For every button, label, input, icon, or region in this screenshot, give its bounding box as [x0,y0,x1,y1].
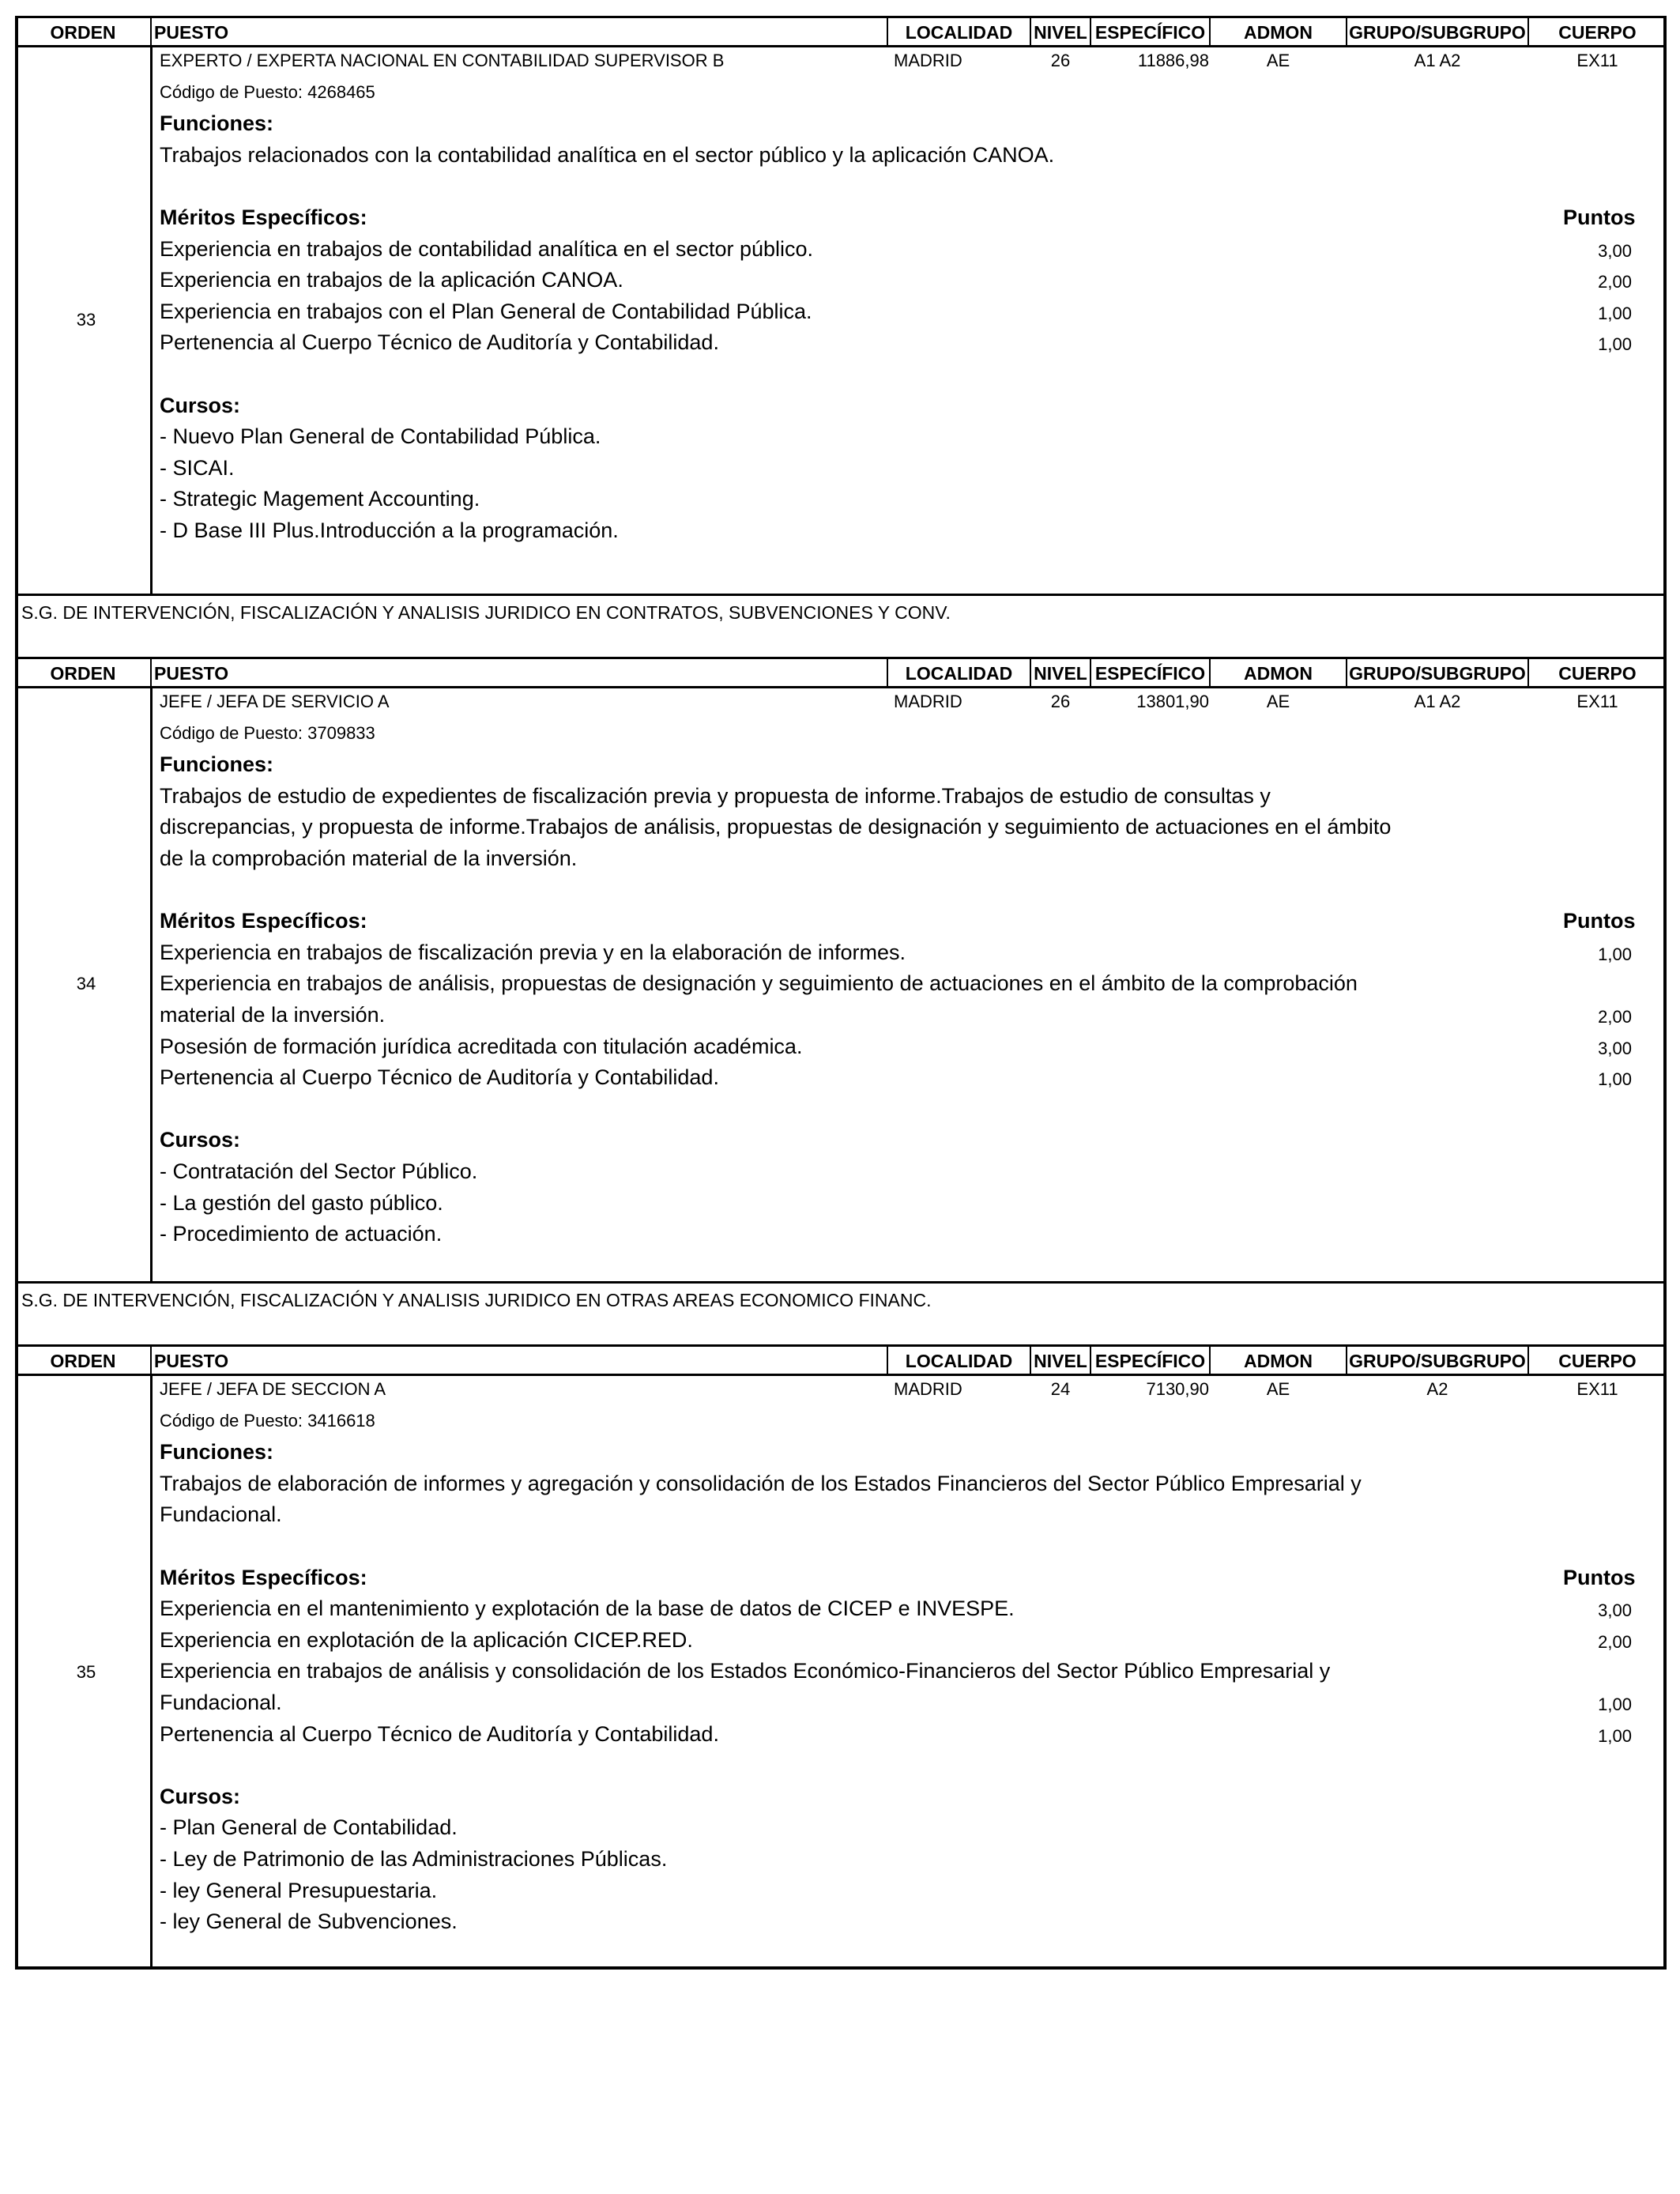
header-cuerpo: CUERPO [1558,22,1637,43]
post-title: JEFE / JEFA DE SERVICIO A [160,692,390,711]
curso-line: - Nuevo Plan General de Contabilidad Pública. [160,424,601,449]
header-especifico: ESPECÍFICO [1094,1351,1206,1371]
merito-line: material de la inversión. [160,1003,386,1027]
curso-line: - Strategic Magement Accounting. [160,487,480,511]
header-divider [1346,1347,1347,1374]
merito-line: Experiencia en trabajos de contabilidad analítica en el sector público. [160,236,814,261]
post-orden: 35 [76,1661,96,1682]
curso-line: - Plan General de Contabilidad. [160,1815,458,1840]
header-divider [1030,18,1031,45]
post-block [15,688,1667,1281]
curso-line: - Contratación del Sector Público. [160,1159,478,1183]
post-especifico: 11886,98 [1137,51,1209,70]
post-admon: AE [1266,51,1290,70]
section-heading [15,594,1667,657]
curso-line: - D Base III Plus.Introducción a la programación. [160,518,619,542]
header-nivel: NIVEL [1034,22,1087,43]
post-especifico: 7130,90 [1146,1379,1209,1399]
header-admon: ADMON [1244,22,1313,43]
post-grupo: A2 [1426,1379,1448,1399]
puntos-label: Puntos [1563,909,1636,933]
header-divider [887,18,888,45]
header-grupo-subgrupo: GRUPO/SUBGRUPO [1349,663,1526,684]
post-grupo: A1 A2 [1414,692,1461,711]
header-localidad: LOCALIDAD [905,1351,1013,1371]
header-divider [1030,659,1031,686]
curso-line: - ley General Presupuestaria. [160,1878,438,1902]
post-localidad: MADRID [894,692,962,711]
curso-line: - Ley de Patrimonio de las Administraciones Públicas. [160,1847,668,1871]
header-admon: ADMON [1244,1351,1313,1371]
funciones-label: Funciones: [160,1440,274,1465]
merito-line: Experiencia en explotación de la aplicación CICEP.RED. [160,1627,693,1652]
header-cuerpo: CUERPO [1558,1351,1637,1371]
header-grupo-subgrupo: GRUPO/SUBGRUPO [1349,1351,1526,1371]
funciones-line: Fundacional. [160,1502,282,1527]
merito-line: Experiencia en trabajos de análisis y consolidación de los Estados Económico-Financieros del Sector Público Empresarial y [160,1659,1331,1683]
puntos-label: Puntos [1563,205,1636,229]
header-divider [1090,18,1091,45]
cursos-label: Cursos: [160,393,241,417]
header-divider [1090,1347,1091,1374]
post-localidad: MADRID [894,1379,962,1399]
header-admon: ADMON [1244,663,1313,684]
header-orden: ORDEN [50,663,116,684]
post-orden: 33 [76,309,96,330]
merito-line: Pertenencia al Cuerpo Técnico de Auditoría y Contabilidad. [160,1721,719,1746]
merito-points: 1,00 [1598,1069,1632,1090]
section-title: S.G. DE INTERVENCIÓN, FISCALIZACIÓN Y ANALISIS JURIDICO EN OTRAS AREAS ECONOMICO FINANC. [21,1290,932,1310]
post-title: EXPERTO / EXPERTA NACIONAL EN CONTABILIDAD SUPERVISOR B [160,51,725,70]
header-divider [1209,1347,1211,1374]
header-grupo-subgrupo: GRUPO/SUBGRUPO [1349,22,1526,43]
merito-points: 1,00 [1598,944,1632,964]
header-divider [1527,18,1529,45]
section-heading [15,1281,1667,1344]
post-cuerpo: EX11 [1576,692,1618,711]
header-divider [887,1347,888,1374]
merito-points: 2,00 [1598,1631,1632,1652]
merito-line: Pertenencia al Cuerpo Técnico de Auditoría y Contabilidad. [160,1065,719,1090]
header-puesto: PUESTO [154,22,229,43]
funciones-label: Funciones: [160,111,274,136]
post-orden: 34 [76,974,96,993]
header-divider [1030,1347,1031,1374]
table-header [15,657,1667,688]
merito-points: 3,00 [1598,1038,1632,1058]
merito-points: 2,00 [1598,272,1632,292]
merito-line: Fundacional. [160,1691,282,1714]
post-block [15,1376,1667,1970]
merito-points: 3,00 [1598,240,1632,261]
merito-line: Experiencia en trabajos con el Plan General de Contabilidad Pública. [160,299,812,323]
puntos-label: Puntos [1563,1565,1636,1589]
meritos-label: Méritos Específicos: [160,205,367,229]
funciones-line: Trabajos de estudio de expedientes de fiscalización previa y propuesta de informe.Trabajos de estudio de consultas y [160,783,1271,808]
header-cuerpo: CUERPO [1558,663,1637,684]
cursos-label: Cursos: [160,1784,241,1808]
post-title: JEFE / JEFA DE SECCION A [160,1379,386,1399]
merito-line: Experiencia en el mantenimiento y explotación de la base de datos de CICEP e INVESPE. [160,1596,1015,1621]
post-code: Código de Puesto: 3709833 [160,722,375,743]
header-divider [150,18,152,45]
meritos-label: Méritos Específicos: [160,1565,367,1589]
post-nivel: 26 [1050,51,1071,70]
merito-points: 3,00 [1598,1600,1632,1621]
post-code: Código de Puesto: 3416618 [160,1410,375,1431]
post-nivel: 26 [1050,692,1071,711]
post-grupo: A1 A2 [1414,51,1461,70]
funciones-line: de la comprobación material de la inversión. [160,846,578,870]
header-divider [1346,659,1347,686]
header-especifico: ESPECÍFICO [1094,663,1206,684]
header-divider [1527,1347,1529,1374]
funciones-line: Trabajos de elaboración de informes y agregación y consolidación de los Estados Financieros del Sector Público Empresarial y [160,1471,1362,1495]
header-nivel: NIVEL [1034,1351,1087,1371]
curso-line: - La gestión del gasto público. [160,1190,443,1215]
meritos-label: Méritos Específicos: [160,909,367,933]
header-especifico: ESPECÍFICO [1094,22,1206,43]
header-divider [1527,659,1529,686]
post-block [15,47,1667,594]
header-divider [150,659,152,686]
header-nivel: NIVEL [1034,663,1087,684]
post-localidad: MADRID [894,51,962,70]
post-code: Código de Puesto: 4268465 [160,81,375,102]
post-admon: AE [1266,1379,1290,1399]
header-localidad: LOCALIDAD [905,663,1013,684]
merito-line: Experiencia en trabajos de la aplicación CANOA. [160,268,623,292]
merito-line: Posesión de formación jurídica acreditada con titulación académica. [160,1034,803,1058]
header-orden: ORDEN [50,1351,116,1371]
header-divider [1090,659,1091,686]
header-divider [1209,659,1211,686]
header-puesto: PUESTO [154,663,229,684]
funciones-line: discrepancias, y propuesta de informe.Trabajos de análisis, propuestas de designación y seguimiento de actuaciones en el ámbito [160,815,1392,839]
merito-points: 1,00 [1598,303,1632,323]
document [15,16,1667,1970]
curso-line: - Procedimiento de actuación. [160,1222,443,1246]
header-puesto: PUESTO [154,1351,229,1371]
curso-line: - ley General de Subvenciones. [160,1909,458,1934]
cursos-label: Cursos: [160,1128,241,1152]
post-admon: AE [1266,692,1290,711]
merito-line: Pertenencia al Cuerpo Técnico de Auditoría y Contabilidad. [160,330,719,355]
table-header [15,16,1667,47]
table-header [15,1344,1667,1376]
merito-points: 1,00 [1598,1725,1632,1746]
merito-points: 1,00 [1598,1695,1632,1714]
post-cuerpo: EX11 [1576,51,1618,70]
merito-points: 1,00 [1598,334,1632,355]
header-divider [150,1347,152,1374]
post-cuerpo: EX11 [1576,1379,1618,1399]
header-divider [1209,18,1211,45]
post-nivel: 24 [1050,1379,1071,1399]
header-localidad: LOCALIDAD [905,22,1013,43]
header-orden: ORDEN [50,22,116,43]
merito-line: Experiencia en trabajos de fiscalización previa y en la elaboración de informes. [160,940,906,964]
curso-line: - SICAI. [160,455,235,480]
merito-line: Experiencia en trabajos de análisis, propuestas de designación y seguimiento de actuaciones en el ámbito de la comprobación [160,971,1358,996]
header-divider [1346,18,1347,45]
funciones-line: Trabajos relacionados con la contabilidad analítica en el sector público y la aplicación CANOA. [160,142,1055,167]
merito-points: 2,00 [1598,1007,1632,1027]
funciones-label: Funciones: [160,752,274,777]
header-divider [887,659,888,686]
section-title: S.G. DE INTERVENCIÓN, FISCALIZACIÓN Y ANALISIS JURIDICO EN CONTRATOS, SUBVENCIONES Y CONV. [21,602,951,623]
post-especifico: 13801,90 [1136,692,1209,711]
